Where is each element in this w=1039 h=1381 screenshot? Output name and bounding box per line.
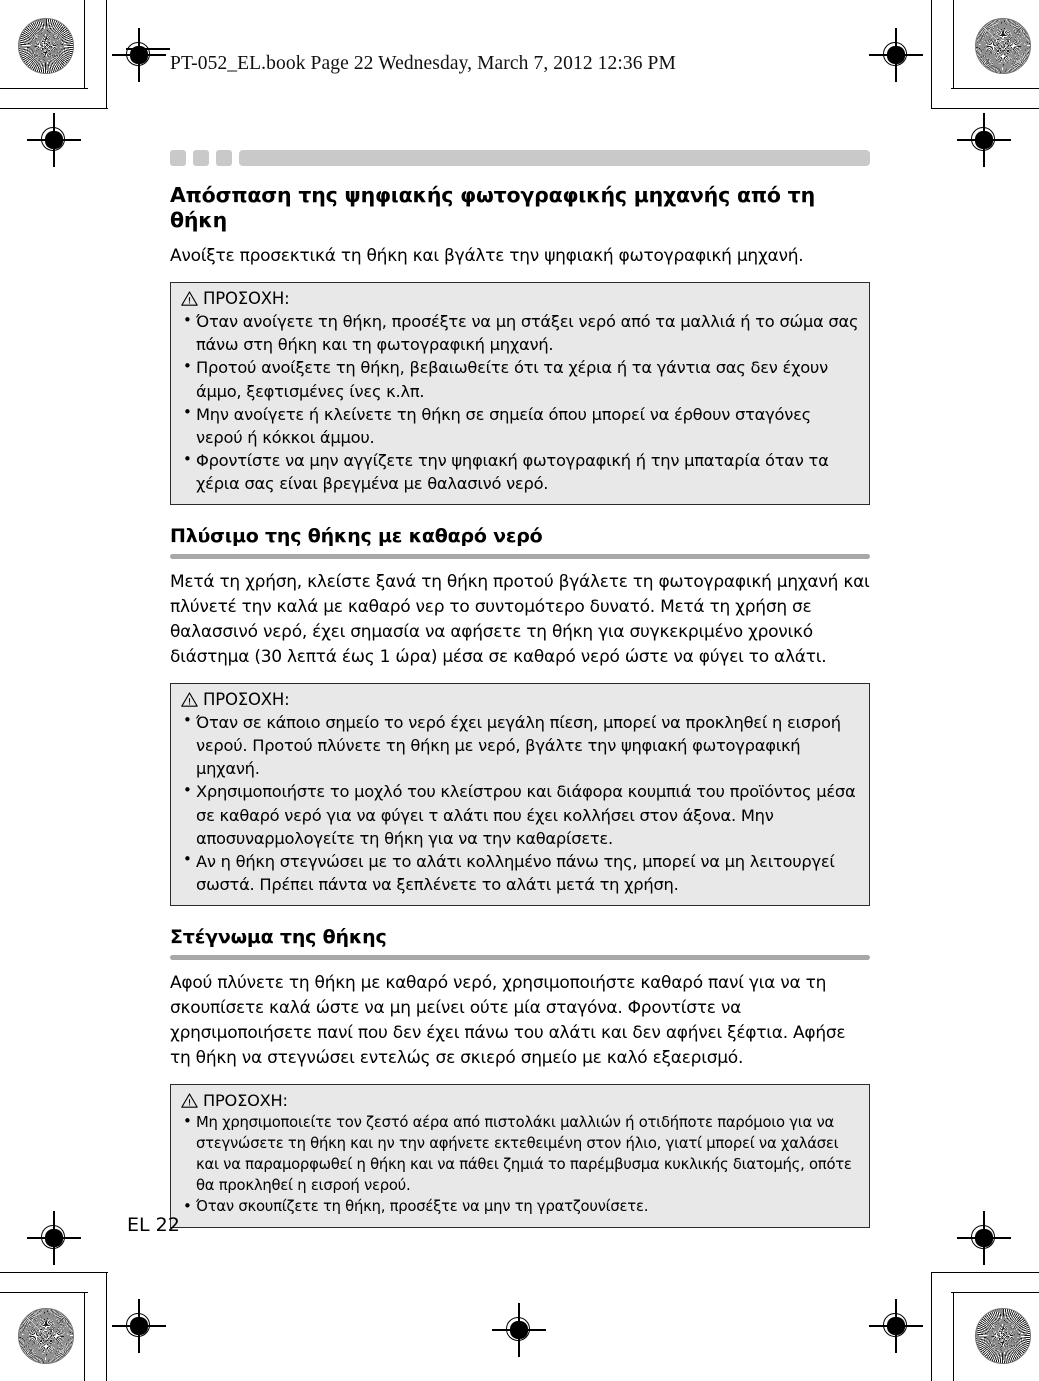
registration-crosshair-icon xyxy=(27,113,81,167)
caution-item: • Όταν ανοίγετε τη θήκη, προσέξτε να μη στάξει νερό από τα μαλλιά ή το σώμα σας πάνω στη θήκη και τη φωτογραφική μηχανή. xyxy=(181,310,859,356)
section-rule xyxy=(170,554,870,559)
print-rosette-icon xyxy=(18,18,74,74)
caution-item: • Όταν σκουπίζετε τη θήκη, προσέξτε να μην τη γρατζουνίσετε. xyxy=(181,1196,859,1217)
section-rule xyxy=(170,955,870,960)
caution-heading xyxy=(181,1091,859,1110)
deco-square xyxy=(216,150,232,166)
registration-crosshair-icon xyxy=(112,28,166,82)
section-body: Μετά τη χρήση, κλείστε ξανά τη θήκη προτού βγάλετε τη φωτογραφική μηχανή και πλύνετέ την καλά με καθαρό νερ το συντομότερο δυνατό. Μετά τη χρήση σε θαλασσινό νερό, έχει σημασία να αφήσετε τη θήκη για συγκεκριμένο χρονικό διάστημα (30 λεπτά έως 1 ώρα) μέσα σε καθαρό νερό ώστε να φύγει το αλάτι. xyxy=(170,572,870,667)
registration-crosshair-icon xyxy=(957,1211,1011,1265)
caution-heading xyxy=(181,690,859,709)
caution-item: • Μη χρησιμοποιείτε τον ζεστό αέρα από πιστολάκι μαλλιών ή οτιδήποτε παρόμοιο για να στεγνώσετε τη θήκη και ην την αφήνετε εκτεθειμένη στον ήλιο, γιατί μπορεί να χαλάσει και να παραμορφωθεί η θήκη και να πάθει ζημιά το παρέμβυσμα κυκλικής διατομής, οπότε θα προκληθεί η εισροή νερού. xyxy=(181,1112,859,1197)
caution-label: ΠΡΟΣΟΧΗ: xyxy=(203,289,290,309)
crop-line xyxy=(953,1292,954,1381)
registration-crosshair-icon xyxy=(112,1299,166,1353)
caution-item: • Προτού ανοίξετε τη θήκη, βεβαιωθείτε ότι τα χέρια ή τα γάντια σας δεν έχουν άμμο, ξεφτισμένες ίνες κ.λπ. xyxy=(181,356,859,402)
crop-line xyxy=(84,1292,85,1381)
caution-item: • Χρησιμοποιήστε το μοχλό του κλείστρου και διάφορα κουμπιά του προϊόντος μέσα σε καθαρό νερό για να φύγει τ αλάτι που έχει κολλήσει στον άξονα. Μην αποσυναρμολογείτε τη θήκη για να την καθαρίσετε. xyxy=(181,780,859,849)
crop-line xyxy=(106,0,107,108)
deco-square xyxy=(170,150,186,166)
caution-item: • Αν η θήκη στεγνώσει με το αλάτι κολλημένο πάνω της, μπορεί να μη λειτουργεί σωστά. Πρέπει πάντα να ξεπλένετε το αλάτι μετά τη χρήση. xyxy=(181,850,859,896)
warning-triangle-icon xyxy=(181,291,198,306)
crop-line xyxy=(951,88,1039,89)
caution-label: ΠΡΟΣΟΧΗ: xyxy=(203,1090,288,1110)
registration-crosshair-icon xyxy=(869,1299,923,1353)
crop-line xyxy=(931,1272,932,1381)
registration-crosshair-icon xyxy=(869,28,923,82)
section-heading: Στέγνωμα της θήκης xyxy=(170,926,387,949)
crop-line xyxy=(951,1292,1039,1293)
print-rosette-icon xyxy=(975,18,1031,74)
section-body: Αφού πλύνετε τη θήκη με καθαρό νερό, χρησιμοποιήστε καθαρό πανί για να τη σκουπίσετε καλά ώστε να μη μείνει ούτε μία σταγόνα. Φροντίστε να χρησιμοποιήσετε πανί που δεν έχει πάνω του αλάτι και δεν αφήνει ξέφτια. Αφήσε τη θήκη να στεγνώσει εντελώς σε σκιερό σημείο με καλό εξαερισμό. xyxy=(170,972,846,1068)
page-title: Απόσπαση της ψηφιακής φωτογραφικής μηχανής από τη θήκη xyxy=(170,183,815,232)
crop-line xyxy=(106,1272,107,1381)
deco-square xyxy=(193,150,209,166)
page-content xyxy=(170,150,870,1248)
crop-line xyxy=(0,1292,88,1293)
caution-list xyxy=(181,1112,859,1218)
caution-list xyxy=(181,310,859,495)
registration-crosshair-icon xyxy=(27,1211,81,1265)
crop-line xyxy=(0,88,88,89)
book-header-line: PT-052_EL.book Page 22 Wednesday, March 7, 2012 12:36 PM xyxy=(170,53,676,74)
caution-label: ΠΡΟΣΟΧΗ: xyxy=(203,689,290,709)
caution-item: • Μην ανοίγετε ή κλείνετε τη θήκη σε σημεία όπου μπορεί να έρθουν σταγόνες νερού ή κόκκοι άμμου. xyxy=(181,403,859,449)
crop-line xyxy=(0,108,108,109)
caution-box xyxy=(170,683,870,906)
registration-crosshair-icon xyxy=(492,1303,546,1357)
caution-item: • Όταν σε κάποιο σημείο το νερό έχει μεγάλη πίεση, μπορεί να προκληθεί η εισροή νερού. Προτού πλύνετε τη θήκη με νερό, βγάλτε την ψηφιακή φωτογραφική μηχανή. xyxy=(181,711,859,780)
caution-item: • Φροντίστε να μην αγγίζετε την ψηφιακή φωτογραφική ή την μπαταρία όταν τα χέρια σας είναι βρεγμένα με θαλασινό νερό. xyxy=(181,449,859,495)
crop-line xyxy=(0,1272,108,1273)
crop-line xyxy=(931,0,932,108)
crop-line xyxy=(931,108,1039,109)
page-number: EL 22 xyxy=(127,1214,180,1236)
crop-line xyxy=(953,0,954,88)
section-heading: Πλύσιμο της θήκης με καθαρό νερό xyxy=(170,525,543,548)
print-rosette-icon xyxy=(975,1308,1031,1364)
warning-triangle-icon xyxy=(181,1093,198,1108)
caution-list xyxy=(181,711,859,896)
chapter-decoration-bar xyxy=(170,150,870,166)
section-body: Ανοίξτε προσεκτικά τη θήκη και βγάλτε την ψηφιακή φωτογραφική μηχανή. xyxy=(170,246,804,267)
warning-triangle-icon xyxy=(181,692,198,707)
caution-heading xyxy=(181,289,859,308)
deco-bar-long xyxy=(239,150,870,166)
crop-line xyxy=(84,0,85,88)
caution-box xyxy=(170,1084,870,1228)
print-rosette-icon xyxy=(18,1308,74,1364)
header-rule xyxy=(126,48,170,50)
crop-line xyxy=(931,1272,1039,1273)
caution-box xyxy=(170,282,870,505)
registration-crosshair-icon xyxy=(957,113,1011,167)
